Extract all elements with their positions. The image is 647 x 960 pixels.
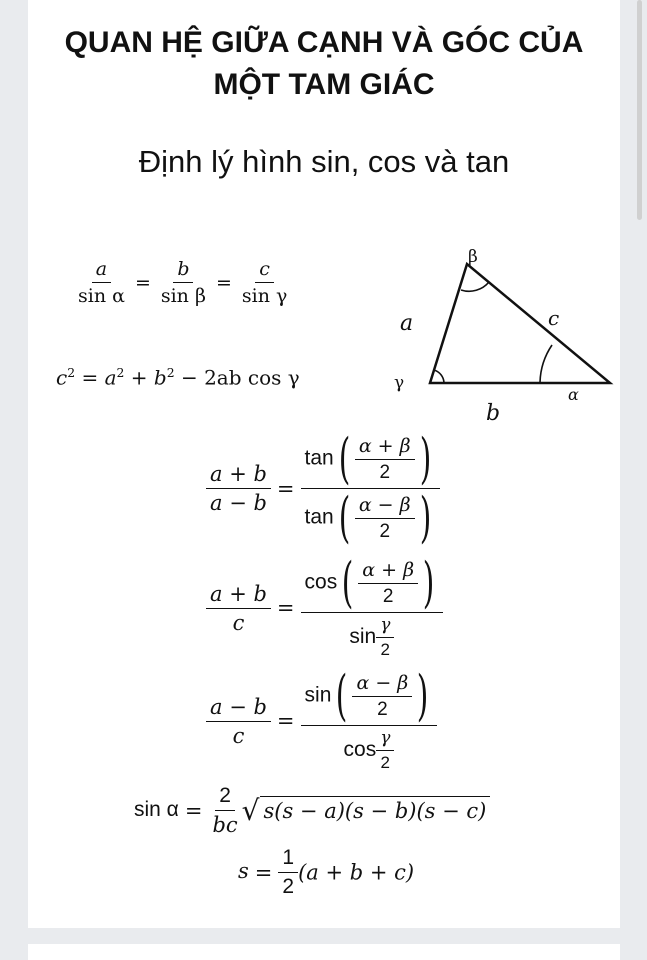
angle-gamma-arc — [434, 370, 444, 383]
mollweide-formula-2: $\frac{a - b}{c}$ = sin( $\frac{\alpha - \beta}{2}$ ) cos $\frac{\gamma}{2}$ — [206, 669, 437, 773]
label-gamma: γ — [394, 373, 405, 393]
page-title — [28, 22, 620, 106]
label-alpha: α — [568, 385, 579, 404]
sine-law: $\frac{a}{\text{sin α}}$ = $\frac{b}{\text{sin β}}$ = $\frac{c}{\text{sin γ}}$ — [78, 258, 288, 307]
label-side-c: c — [548, 306, 560, 330]
triangle-diagram — [380, 240, 620, 430]
subtitle: Định lý hình sin, cos và tan — [138, 144, 510, 179]
title-line-2: MỘT TAM GIÁC — [213, 68, 435, 101]
label-side-a: a — [400, 311, 414, 336]
mollweide-formula-1: $\frac{a + b}{c}$ = cos( $\frac{\alpha + \beta}{2}$ ) sin $\frac{\gamma}{2}$ — [206, 556, 443, 660]
scrollbar[interactable] — [637, 0, 642, 220]
title-line-1: QUAN HỆ GIỮA CẠNH VÀ GÓC CỦA — [64, 26, 584, 59]
radicand: s(s − a)(s − b)(s − c) — [260, 796, 491, 823]
angle-alpha-arc — [540, 345, 552, 383]
tangent-law: $\frac{a + b}{a - b}$ = tan( $\frac{\alpha + \beta}{2}$ ) tan( $\frac{\alpha - \beta}{2}$ ) — [206, 432, 440, 545]
cosine-law: $c^2 = a^2 + b^2 - 2ab$ cos γ — [56, 365, 300, 390]
angle-beta-arc — [461, 282, 489, 291]
label-side-b: b — [486, 401, 501, 426]
next-card — [28, 944, 620, 960]
semi-perimeter-formula: s = $\frac{1}{2}$ (a + b + c) — [238, 846, 415, 898]
triangle-shape — [430, 264, 610, 383]
sine-heron-formula: sin α = $\frac{2}{bc}$ √ s(s − a)(s − b)(s − c) — [134, 784, 490, 837]
label-beta: β — [468, 247, 478, 267]
